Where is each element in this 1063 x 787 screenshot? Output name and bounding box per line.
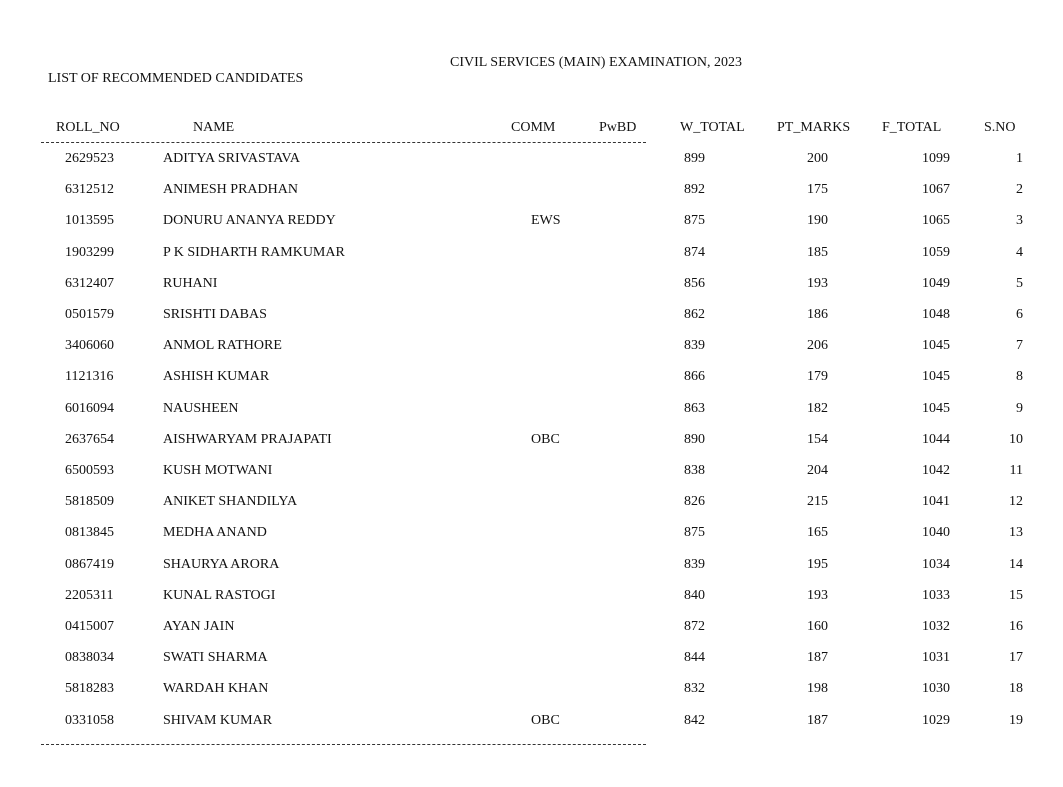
table-row [0,151,1063,167]
header-f-total: F_TOTAL [882,120,942,135]
sno-cell: 7 [1016,338,1023,354]
roll-no-cell: 2205311 [65,587,114,603]
pt-marks-cell: 193 [807,587,828,603]
w-total-cell: 839 [684,338,705,354]
table-row [0,276,1063,292]
footer-divider [41,744,646,745]
f-total-cell: 1040 [922,525,950,541]
roll-no-cell: 5818283 [65,681,114,697]
header-roll-no: ROLL_NO [56,120,120,135]
header-w-total: W_TOTAL [680,120,745,135]
sno-cell: 4 [1016,244,1023,260]
pt-marks-cell: 195 [807,556,828,572]
comm-cell: OBC [531,431,560,447]
f-total-cell: 1031 [922,650,950,666]
sno-cell: 6 [1016,307,1023,322]
roll-no-cell: 6500593 [65,463,114,478]
roll-no-cell: 2637654 [65,431,114,447]
roll-no-cell: 5818509 [65,494,114,510]
name-cell: P K SIDHARTH RAMKUMAR [163,244,345,260]
w-total-cell: 874 [684,244,705,260]
roll-no-cell: 0331058 [65,712,114,728]
f-total-cell: 1044 [922,431,950,447]
name-cell: SHAURYA ARORA [163,556,280,572]
sno-cell: 11 [1009,463,1023,478]
table-row [0,401,1063,417]
w-total-cell: 875 [684,213,705,229]
roll-no-cell: 0813845 [65,525,114,541]
roll-no-cell: 0867419 [65,556,114,572]
table-row [0,494,1063,510]
w-total-cell: 899 [684,151,705,166]
name-cell: AISHWARYAM PRAJAPATI [163,431,332,447]
f-total-cell: 1059 [922,244,950,260]
sno-cell: 12 [1009,494,1023,510]
pt-marks-cell: 206 [807,338,828,354]
roll-no-cell: 6016094 [65,400,114,416]
name-cell: SRISHTI DABAS [163,307,267,322]
name-cell: MEDHA ANAND [163,525,267,541]
sno-cell: 14 [1009,556,1023,572]
name-cell: WARDAH KHAN [163,681,269,697]
table-row [0,713,1063,729]
comm-cell: EWS [531,213,561,229]
pt-marks-cell: 198 [807,681,828,697]
table-row [0,619,1063,635]
w-total-cell: 890 [684,431,705,447]
roll-no-cell: 3406060 [65,338,114,354]
pt-marks-cell: 186 [807,307,828,322]
pt-marks-cell: 179 [807,369,828,385]
w-total-cell: 832 [684,681,705,697]
roll-no-cell: 6312512 [65,182,114,198]
name-cell: SHIVAM KUMAR [163,712,273,728]
w-total-cell: 872 [684,619,705,634]
w-total-cell: 863 [684,400,705,416]
f-total-cell: 1045 [922,369,950,385]
header-comm: COMM [511,120,556,135]
f-total-cell: 1029 [922,712,950,728]
sno-cell: 1 [1016,151,1023,166]
f-total-cell: 1034 [922,556,950,572]
pt-marks-cell: 190 [807,213,828,229]
w-total-cell: 866 [684,369,705,385]
sno-cell: 19 [1009,712,1023,728]
table-row [0,338,1063,354]
table-row [0,182,1063,198]
f-total-cell: 1045 [922,338,950,354]
name-cell: KUSH MOTWANI [163,463,273,478]
w-total-cell: 842 [684,712,705,728]
f-total-cell: 1048 [922,307,950,322]
sno-cell: 3 [1016,213,1023,229]
table-row [0,307,1063,323]
roll-no-cell: 1121316 [65,369,114,385]
name-cell: ANMOL RATHORE [163,338,282,354]
name-cell: ANIKET SHANDILYA [163,494,298,510]
roll-no-cell: 1903299 [65,244,114,260]
pt-marks-cell: 204 [807,463,828,478]
f-total-cell: 1067 [922,182,950,198]
table-row [0,557,1063,573]
f-total-cell: 1049 [922,275,950,291]
w-total-cell: 875 [684,525,705,541]
roll-no-cell: 2629523 [65,151,114,166]
roll-no-cell: 6312407 [65,275,114,291]
f-total-cell: 1033 [922,587,950,603]
roll-no-cell: 1013595 [65,213,114,229]
roll-no-cell: 0415007 [65,619,114,634]
name-cell: RUHANI [163,275,218,291]
pt-marks-cell: 187 [807,712,828,728]
sno-cell: 16 [1009,619,1023,634]
pt-marks-cell: 160 [807,619,828,634]
sno-cell: 15 [1009,587,1023,603]
pt-marks-cell: 154 [807,431,828,447]
table-row [0,650,1063,666]
f-total-cell: 1042 [922,463,950,478]
w-total-cell: 838 [684,463,705,478]
name-cell: DONURU ANANYA REDDY [163,213,336,229]
table-row [0,681,1063,697]
header-divider [41,142,646,143]
table-row [0,588,1063,604]
f-total-cell: 1041 [922,494,950,510]
sno-cell: 5 [1016,275,1023,291]
comm-cell: OBC [531,712,560,728]
w-total-cell: 839 [684,556,705,572]
table-row [0,525,1063,541]
w-total-cell: 862 [684,307,705,322]
w-total-cell: 826 [684,494,705,510]
header-sno: S.NO [984,120,1016,135]
pt-marks-cell: 165 [807,525,828,541]
list-title: LIST OF RECOMMENDED CANDIDATES [48,71,304,86]
name-cell: ANIMESH PRADHAN [163,182,298,198]
name-cell: NAUSHEEN [163,400,239,416]
table-row [0,432,1063,448]
roll-no-cell: 0838034 [65,650,114,666]
sno-cell: 10 [1009,431,1023,447]
pt-marks-cell: 187 [807,650,828,666]
name-cell: KUNAL RASTOGI [163,587,276,603]
header-pt-marks: PT_MARKS [777,120,851,135]
pt-marks-cell: 182 [807,400,828,416]
sno-cell: 8 [1016,369,1023,385]
w-total-cell: 856 [684,275,705,291]
pt-marks-cell: 200 [807,151,828,166]
name-cell: SWATI SHARMA [163,650,268,666]
pt-marks-cell: 193 [807,275,828,291]
sno-cell: 18 [1009,681,1023,697]
sno-cell: 13 [1009,525,1023,541]
table-row [0,369,1063,385]
f-total-cell: 1032 [922,619,950,634]
header-pwbd: PwBD [599,120,637,135]
pt-marks-cell: 185 [807,244,828,260]
header-name: NAME [193,120,235,135]
pt-marks-cell: 175 [807,182,828,198]
table-row [0,245,1063,261]
roll-no-cell: 0501579 [65,307,114,322]
name-cell: ADITYA SRIVASTAVA [163,151,300,166]
f-total-cell: 1099 [922,151,950,166]
pt-marks-cell: 215 [807,494,828,510]
f-total-cell: 1045 [922,400,950,416]
w-total-cell: 892 [684,182,705,198]
sno-cell: 2 [1016,182,1023,198]
f-total-cell: 1065 [922,213,950,229]
name-cell: AYAN JAIN [163,619,235,634]
name-cell: ASHISH KUMAR [163,369,270,385]
w-total-cell: 840 [684,587,705,603]
sno-cell: 9 [1016,400,1023,416]
table-row [0,463,1063,479]
table-row [0,213,1063,229]
exam-title: CIVIL SERVICES (MAIN) EXAMINATION, 2023 [450,55,742,70]
w-total-cell: 844 [684,650,705,666]
sno-cell: 17 [1009,650,1023,666]
f-total-cell: 1030 [922,681,950,697]
